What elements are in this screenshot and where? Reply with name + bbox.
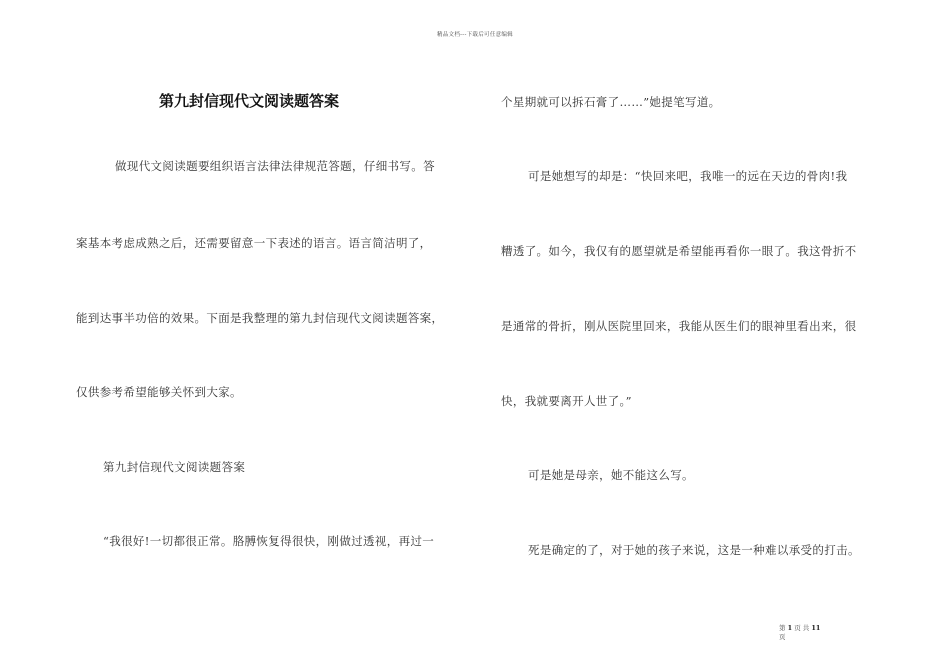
- paragraph-line: 可是她是母亲，她不能这么写。: [528, 468, 694, 482]
- page-number: [779, 624, 820, 642]
- page-suffix: 页: [779, 633, 786, 641]
- page-mid: 页 共: [794, 624, 810, 632]
- page-total: 11: [811, 624, 821, 632]
- paragraph-line: 糟透了。如今，我仅有的愿望就是希望能再看你一眼了。我这骨折不: [501, 244, 857, 258]
- paragraph-line: 仅供参考希望能够关怀到大家。: [76, 385, 242, 399]
- paragraph-line: 做现代文阅读题要组织语言法律法律规范答题，仔细书写。答: [115, 159, 435, 173]
- paragraph-line: 可是她想写的却是：“快回来吧，我唯一的远在天边的骨肉!我: [528, 169, 848, 183]
- section-heading: 第九封信现代文阅读题答案: [103, 460, 246, 474]
- paragraph-line: 案基本考虑成熟之后，还需要留意一下表述的语言。语言简洁明了，: [76, 236, 432, 250]
- document-title: 第九封信现代文阅读题答案: [159, 92, 340, 110]
- paragraph-line: 快，我就要离开人世了。”: [501, 394, 632, 408]
- paragraph-line: 死是确定的了，对于她的孩子来说，这是一种难以承受的打击。: [528, 543, 860, 557]
- paragraph-line: 能到达事半功倍的效果。下面是我整理的第九封信现代文阅读题答案，: [76, 311, 444, 325]
- page-prefix: 第: [779, 624, 786, 632]
- paragraph-line: 是通常的骨折，刚从医院里回来，我能从医生们的眼神里看出来，很: [501, 319, 857, 333]
- page-current: 1: [787, 624, 793, 632]
- paragraph-line: 个星期就可以拆石膏了……”她提笔写道。: [501, 95, 721, 109]
- paragraph-line: “我很好!一切都很正常。胳膊恢复得很快，刚做过透视，再过一: [103, 534, 435, 548]
- header-note: 精品文档---下载后可任意编辑: [436, 32, 514, 38]
